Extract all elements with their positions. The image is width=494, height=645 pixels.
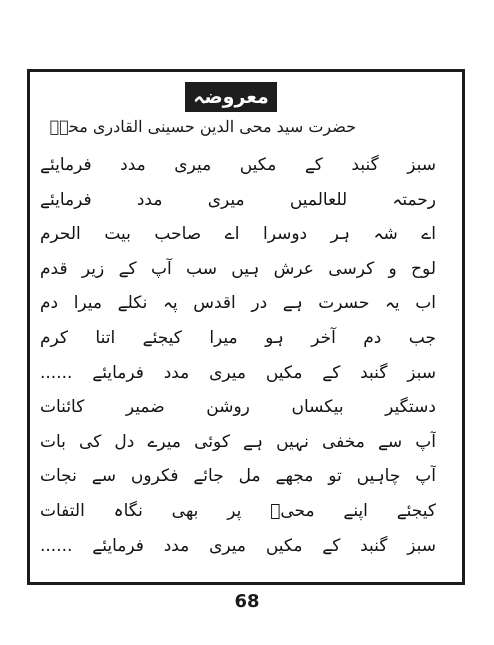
poem-line: سبز گنبد کے مکیں میری مدد فرمایئے ...... (40, 535, 436, 556)
poem-line: دستگیر بیکساں روشن ضمیر کائنات (40, 397, 436, 418)
poem-line: سبز گنبد کے مکیں میری مدد فرمایئے (40, 155, 436, 175)
poem-line: کیجئے اپنے محیؔ پر بھی نگاہ التفات (40, 500, 436, 521)
poem-line: اب یہ حسرت ہے در اقدس پہ نکلے میرا دم (40, 293, 436, 314)
heading-badge: معروضہ (185, 82, 277, 112)
poem-line: جب دم آخر ہو میرا کیجئے اتنا کرم (40, 327, 436, 348)
poem-line: لوح و کرسی عرش ہیں سب آپ کے زیر قدم (40, 258, 436, 279)
poem-line: رحمتہ للعالمیں میری مدد فرمایئے (40, 189, 436, 210)
poem-line: آپ سے مخفی نہیں ہے کوئی میرے دل کی بات (40, 431, 436, 452)
poem-line: سبز گنبد کے مکیں میری مدد فرمایئے ...... (40, 362, 436, 383)
page-number: 68 (234, 591, 260, 612)
poem-body (40, 148, 436, 563)
poem-line: اے شہ ہر دوسرا اے صاحب بیت الحرم (40, 224, 436, 245)
poem-line: آپ چاہیں تو مجھے مل جائے فکروں سے نجات (40, 466, 436, 487)
author-attribution: حضرت سید محی الدین حسینی القادری محیؔ (49, 117, 356, 136)
